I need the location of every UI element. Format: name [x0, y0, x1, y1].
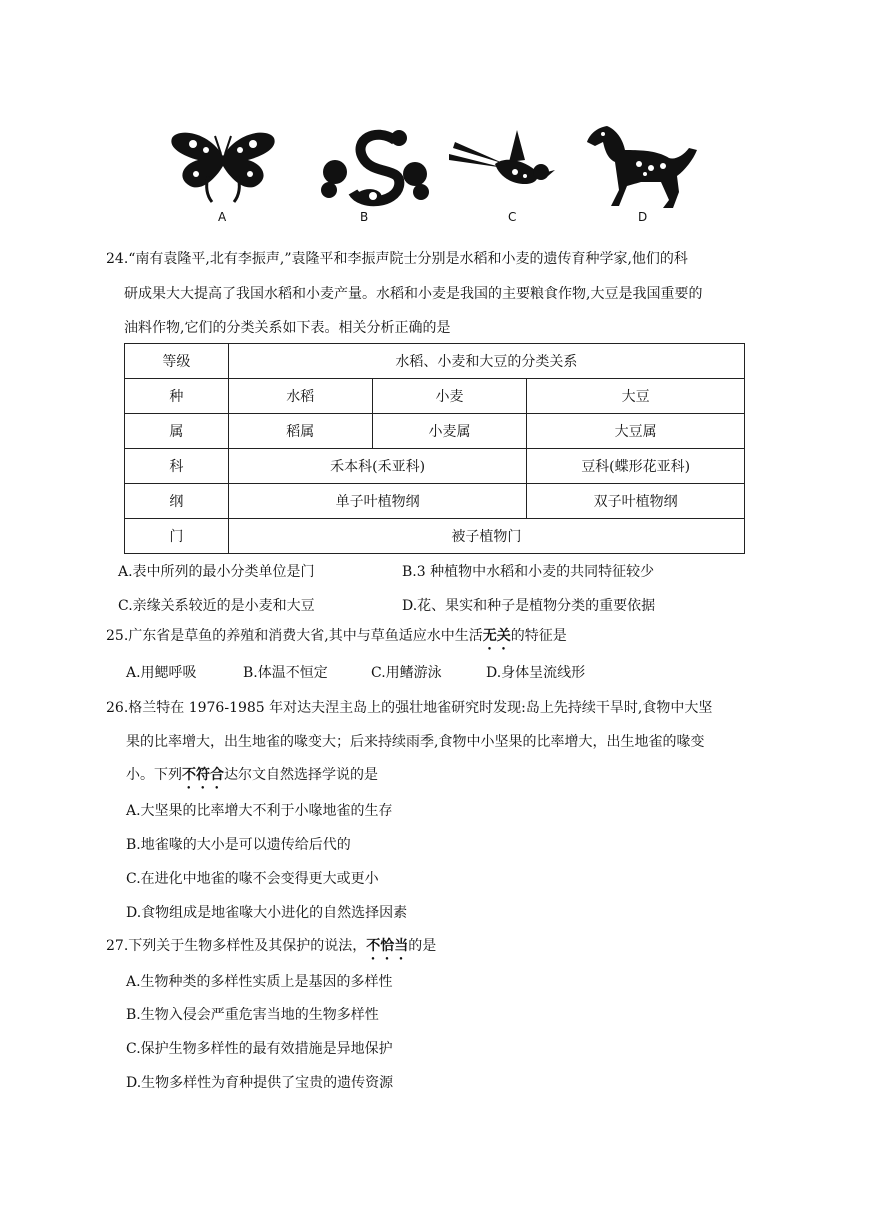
q26-option-a: A.大坚果的比率增大不利于小喙地雀的生存	[126, 803, 393, 819]
q24-option-b: B.3 种植物中水稻和小麦的共同特征较少	[402, 564, 655, 580]
table-row	[125, 344, 745, 379]
classification-table	[124, 343, 745, 554]
image-label-c: C	[508, 210, 517, 224]
q26-line2: 果的比率增大，出生地雀的喙变大；后来持续雨季,食物中小坚果的比率增大，出生地雀的喙变	[126, 734, 705, 750]
table-cell: 双子叶植物纲	[527, 484, 745, 519]
q27-option-c: C.保护生物多样性的最有效措施是异地保护	[126, 1041, 393, 1057]
table-cell: 种	[125, 379, 229, 414]
table-cell: 小麦	[372, 379, 527, 414]
q26-line3-end: 达尔文自然选择学说的是	[224, 767, 378, 783]
q24-line3: 油料作物,它们的分类关系如下表。相关分析正确的是	[124, 320, 451, 336]
table-cell: 大豆属	[527, 414, 745, 449]
table-cell: 豆科(蝶形花亚科)	[527, 449, 745, 484]
table-cell: 门	[125, 519, 229, 554]
table-cell: 科	[125, 449, 229, 484]
q27-emphasis: 不恰当	[366, 938, 409, 954]
q27-stem-end: 的是	[408, 938, 437, 954]
q27-stem-text: 27.下列关于生物多样性及其保护的说法，	[106, 938, 367, 954]
q25-option-d: D.身体呈流线形	[486, 665, 586, 681]
table-cell: 属	[125, 414, 229, 449]
table-row	[125, 484, 745, 519]
q24-option-d: D.花、果实和种子是植物分类的重要依据	[402, 598, 656, 614]
bird-papercut-icon	[445, 126, 555, 202]
q25-stem-end: 的特征是	[510, 628, 567, 644]
table-cell: 水稻	[228, 379, 372, 414]
table-row	[125, 379, 745, 414]
q24-line2: 研成果大大提高了我国水稻和小麦产量。水稻和小麦是我国的主要粮食作物,大豆是我国重要的	[124, 286, 703, 302]
q25-option-b: B.体温不恒定	[243, 665, 328, 681]
q27-option-b: B.生物入侵会严重危害当地的生物多样性	[126, 1007, 379, 1023]
table-cell: 被子植物门	[228, 519, 744, 554]
table-row	[125, 449, 745, 484]
horse-papercut-icon	[585, 120, 700, 212]
snake-papercut-icon	[315, 122, 435, 210]
q25-emphasis: 无关	[482, 628, 511, 644]
image-label-d: D	[638, 210, 648, 224]
q24-option-c: C.亲缘关系较近的是小麦和大豆	[118, 598, 315, 614]
q25-option-c: C.用鳍游泳	[371, 665, 442, 681]
q25-option-a: A.用鳃呼吸	[126, 665, 197, 681]
q26-emphasis: 不符合	[182, 767, 224, 783]
table-row	[125, 519, 745, 554]
table-cell: 纲	[125, 484, 229, 519]
q27-stem	[106, 937, 436, 963]
papercut-images	[160, 118, 715, 230]
image-label-a: A	[218, 210, 227, 224]
q26-line3	[126, 766, 378, 792]
table-cell: 禾本科(禾亚科)	[228, 449, 527, 484]
q26-option-c: C.在进化中地雀的喙不会变得更大或更小	[126, 871, 379, 887]
q27-option-a: A.生物种类的多样性实质上是基因的多样性	[126, 974, 393, 990]
q25-stem	[106, 627, 567, 653]
q26-option-d: D.食物组成是地雀喙大小进化的自然选择因素	[126, 905, 408, 921]
table-cell: 单子叶植物纲	[228, 484, 527, 519]
table-cell: 大豆	[527, 379, 745, 414]
table-row	[125, 414, 745, 449]
q26-line3-text: 小。下列	[126, 767, 182, 783]
q24-line1: 24.“南有袁隆平,北有李振声,”袁隆平和李振声院士分别是水稻和小麦的遗传育种学家,他们的科	[106, 251, 688, 267]
q27-option-d: D.生物多样性为育种提供了宝贵的遗传资源	[126, 1075, 394, 1091]
table-cell: 水稻、小麦和大豆的分类关系	[228, 344, 744, 379]
image-label-b: B	[360, 210, 369, 224]
butterfly-papercut-icon	[168, 126, 278, 206]
table-cell: 稻属	[228, 414, 372, 449]
q24-option-a: A.表中所列的最小分类单位是门	[118, 564, 315, 580]
q26-line1: 26.格兰特在 1976-1985 年对达夫涅主岛上的强壮地雀研究时发现:岛上先持续干旱时,食物中大坚	[106, 700, 713, 716]
q26-option-b: B.地雀喙的大小是可以遗传给后代的	[126, 837, 351, 853]
table-cell: 等级	[125, 344, 229, 379]
table-cell: 小麦属	[372, 414, 527, 449]
q25-stem-text: 25.广东省是草鱼的养殖和消费大省,其中与草鱼适应水中生活	[106, 628, 483, 644]
